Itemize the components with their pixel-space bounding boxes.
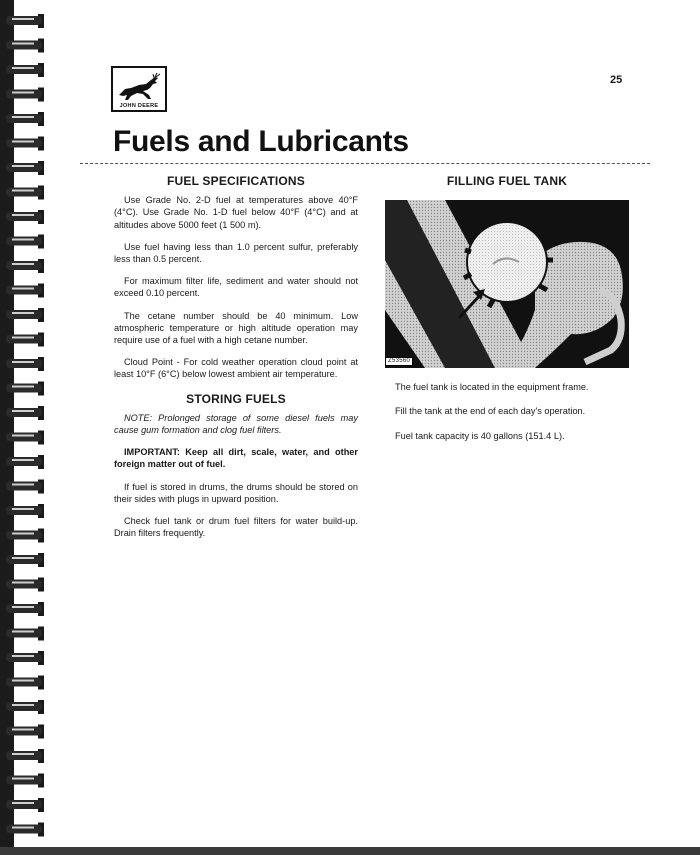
filling-fuel-tank-heading: FILLING FUEL TANK (446, 174, 568, 188)
important-notice: IMPORTANT: Keep all dirt, scale, water, and other foreign matter out of fuel. (114, 447, 358, 470)
page-title: Fuels and Lubricants (113, 125, 409, 158)
john-deere-logo (111, 66, 167, 112)
fuel-tank-photo (385, 200, 629, 368)
deer-icon (113, 71, 165, 105)
fuel-tank-paragraph: The fuel tank is located in the equipment frame. (395, 382, 589, 393)
storage-paragraph: If fuel is stored in drums, the drums should be stored on their sides with plugs in upward position. (114, 481, 358, 504)
fuel-spec-paragraph: For maximum filter life, sediment and water should not exceed 0.10 percent. (114, 276, 358, 299)
storage-note: NOTE: Prolonged storage of some diesel fuels may cause gum formation and clog fuel filters. (114, 412, 358, 436)
storage-paragraph: Check fuel tank or drum fuel filters for water build-up. Drain filters frequently. (114, 516, 358, 539)
fuel-tank-paragraph: Fill the tank at the end of each day's operation. (395, 406, 586, 417)
storing-fuels-heading: STORING FUELS (186, 391, 286, 406)
fuel-specifications-heading: FUEL SPECIFICATIONS (166, 174, 306, 188)
left-column (114, 175, 358, 549)
spiral-binding (0, 0, 60, 855)
fuel-spec-paragraph: Cloud Point - For cold weather operation cloud point at least 10°F (6°C) below lowest ambient air temperature. (114, 357, 358, 380)
fuel-spec-paragraph: The cetane number should be 40 minimum. Low atmospheric temperature or high altitude operation may require use of a fuel with a high cetane number. (114, 310, 358, 346)
photo-code-label: Z53560 (385, 357, 413, 366)
page-number: 25 (610, 74, 623, 86)
fuel-tank-paragraph: Fuel tank capacity is 40 gallons (151.4 L). (395, 430, 565, 441)
fuel-spec-paragraph: Use fuel having less than 1.0 percent sulfur, preferably less than 0.5 percent. (114, 241, 358, 265)
page-bottom-edge (0, 847, 700, 855)
fuel-spec-paragraph: Use Grade No. 2-D fuel at temperatures above 40°F (4°C). Use Grade No. 1-D fuel below 40°F (4°C) and at altitudes above 5000 feet (1 500 m). (114, 195, 358, 230)
right-column (385, 175, 629, 454)
title-rule (80, 163, 650, 165)
fuel-cap-photo (385, 200, 629, 368)
logo-text: JOHN DEERE (119, 103, 159, 109)
